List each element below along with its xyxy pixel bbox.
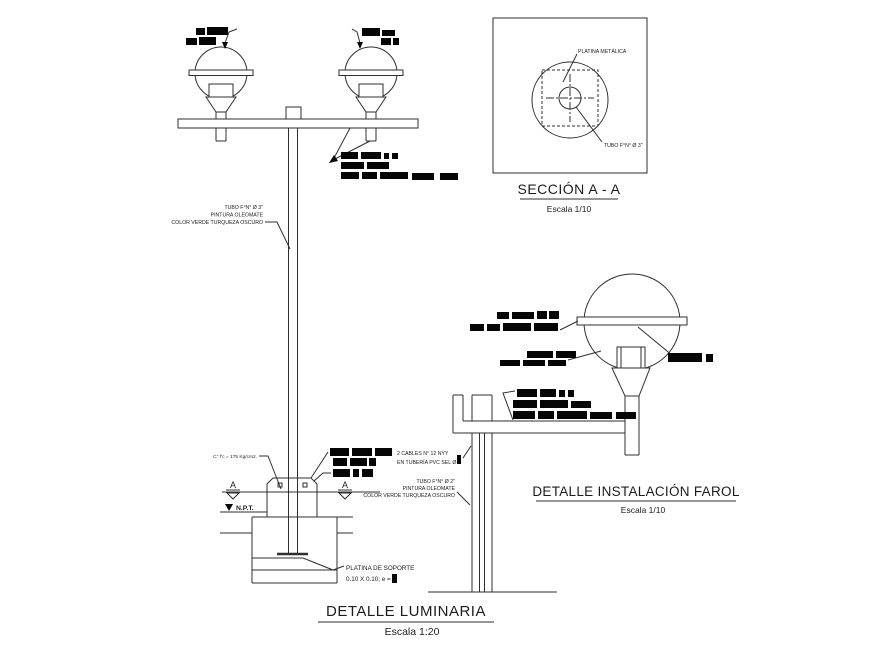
farol-title-block <box>532 484 739 515</box>
section-arrow-left <box>227 493 239 499</box>
svg-text:PINTURA OLEOMATE: PINTURA OLEOMATE <box>402 486 455 492</box>
svg-text:COLOR VERDE TURQUEZA OSCURO: COLOR VERDE TURQUEZA OSCURO <box>171 220 263 226</box>
npt-label: N.P.T. <box>236 505 254 512</box>
seccion-title-block <box>518 181 621 214</box>
farol-scale: Escala 1/10 <box>620 505 666 515</box>
pole-cap <box>286 107 301 119</box>
svg-text:TUBO F°N° Ø 2": TUBO F°N° Ø 2" <box>416 479 455 485</box>
svg-text:TUBO F°N° Ø 3": TUBO F°N° Ø 3" <box>224 205 263 211</box>
farol-pipe-redacted-note <box>503 389 636 420</box>
svg-text:PLATINA DE SOPORTE: PLATINA DE SOPORTE <box>346 565 415 572</box>
farol-globe-lamp <box>577 274 687 455</box>
svg-text:EN TUBERÍA PVC SEL Ø: EN TUBERÍA PVC SEL Ø <box>397 460 457 466</box>
seccion-platina-label: PLATINA METÁLICA <box>578 49 627 55</box>
section-marker-left: A <box>229 480 237 490</box>
seccion-title: SECCIÓN A - A <box>517 181 621 197</box>
cables-note <box>311 446 471 481</box>
luminaria-scale: Escala 1:20 <box>384 626 440 638</box>
right-lamp-redacted-label <box>352 28 399 49</box>
svg-text:2 CABLES N° 12 NYY: 2 CABLES N° 12 NYY <box>397 451 449 457</box>
right-globe-lamp <box>339 47 403 119</box>
npt-marker <box>225 504 254 512</box>
foundation <box>220 512 353 583</box>
svg-text:C° f'c = 175 Kg/cm2.: C° f'c = 175 Kg/cm2. <box>213 455 257 460</box>
seccion-scale: Escala 1/10 <box>546 204 592 214</box>
svg-text:PINTURA OLEOMATE: PINTURA OLEOMATE <box>210 212 263 219</box>
cross-arm <box>178 119 418 128</box>
seccion-tubo-label: TUBO F°N° Ø 3" <box>604 143 643 149</box>
seccion-view <box>493 18 647 214</box>
svg-text:COLOR VERDE TURQUEZA OSCURO: COLOR VERDE TURQUEZA OSCURO <box>363 493 455 499</box>
svg-text:0.10 X 0.10; e =: 0.10 X 0.10; e = <box>346 576 391 583</box>
luminaria-title: DETALLE LUMINARIA <box>326 603 486 620</box>
lamp-stem-stubs <box>216 128 376 141</box>
luminaria-title-block <box>318 603 494 638</box>
farol-band-redacted-note <box>470 311 578 331</box>
pole-note <box>171 205 290 249</box>
left-lamp-redacted-label <box>186 27 237 49</box>
arm-redacted-note <box>329 128 458 180</box>
luminaria-detail <box>171 27 494 638</box>
section-arrow-right <box>339 493 351 499</box>
anchor-pedestal <box>267 478 317 517</box>
section-marker-right: A <box>341 480 349 490</box>
left-globe-lamp <box>189 47 253 119</box>
farol-detail <box>428 274 740 592</box>
farol-title: DETALLE INSTALACIÓN FAROL <box>532 484 740 499</box>
platina-note <box>333 565 414 583</box>
farol-neck-redacted-note <box>500 351 601 366</box>
